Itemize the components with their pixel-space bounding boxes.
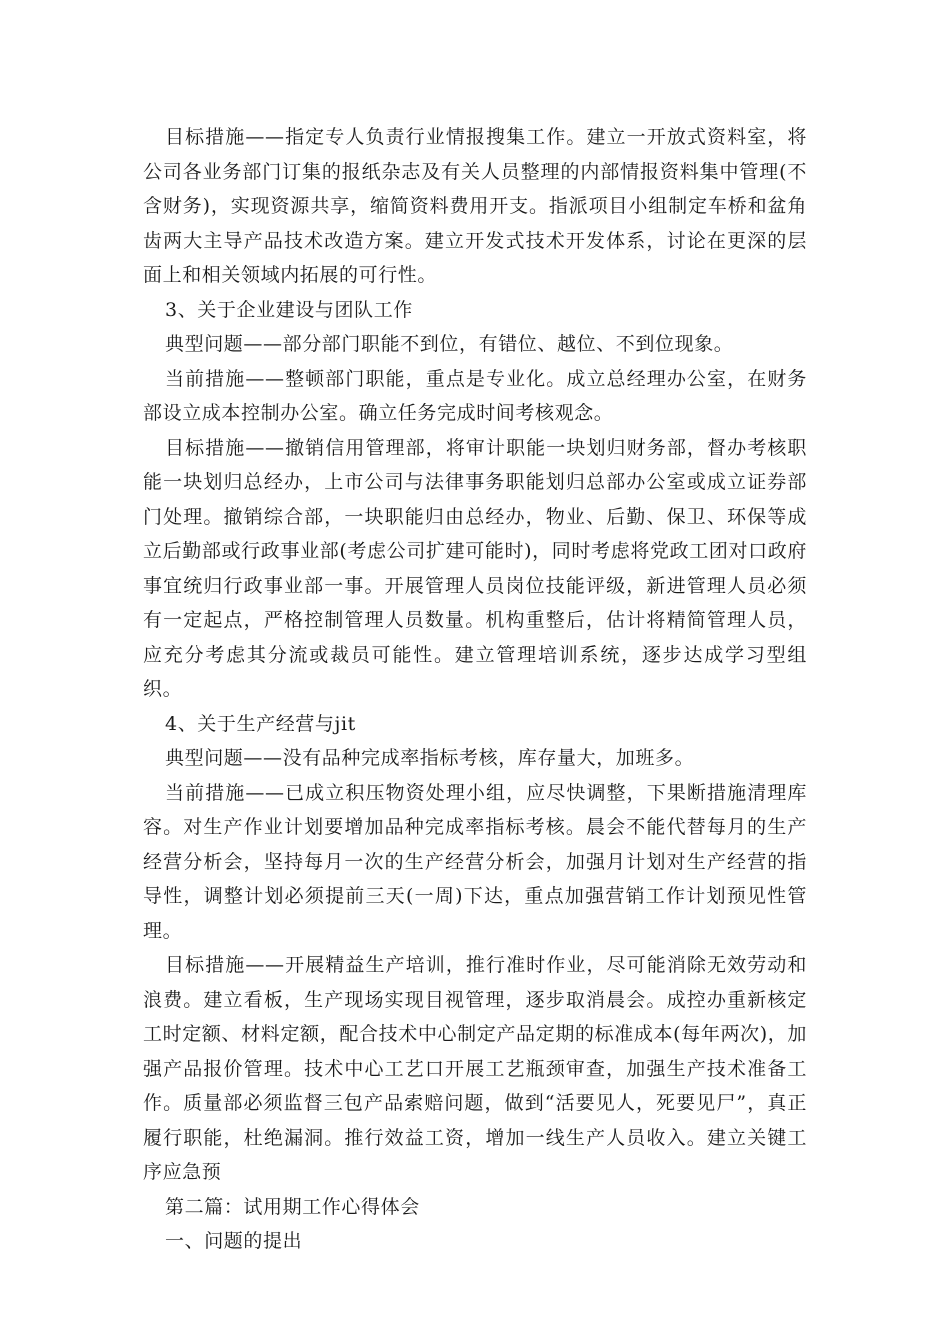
chapter-title-2: 第二篇：试用期工作心得体会: [165, 1195, 420, 1218]
section-heading-3: 3、关于企业建设与团队工作: [165, 298, 413, 321]
document-body: [143, 120, 807, 1259]
paragraph-typical-problem-3: 典型问题——部分部门职能不到位，有错位、越位、不到位现象。: [165, 333, 734, 355]
subsection-heading-1: 一、问题的提出: [165, 1230, 303, 1252]
section-heading-4: 4、关于生产经营与jit: [165, 712, 356, 735]
paragraph-current-measures-3: 当前措施——整顿部门职能，重点是专业化。成立总经理办公室，在财务部设立成本控制办公室。确立任务完成时间考核观念。: [143, 367, 807, 424]
paragraph-target-measures-4: 目标措施——开展精益生产培训，推行准时作业，尽可能消除无效劳动和浪费。建立看板，生产现场实现目视管理，逐步取消晨会。成控办重新核定工时定额、材料定额，配合技术中心制定产品定期的标准成本(每年两次)，加强产品报价管理。技术中心工艺口开展工艺瓶颈审查，加强生产技术准备工作。质量部必须监督三包产品索赔问题，做到“活要见人，死要见尸”，真正履行职能，杜绝漏洞。推行效益工资，增加一线生产人员收入。建立关键工序应急预: [143, 954, 807, 1183]
paragraph-target-measures-3: 目标措施——撤销信用管理部，将审计职能一块划归财务部，督办考核职能一块划归总经办，上市公司与法律事务职能划归总部办公室或成立证券部门处理。撤销综合部，一块职能归由总经办，物业、后勤、保卫、环保等成立后勤部或行政事业部(考虑公司扩建可能时)，同时考虑将党政工团对口政府事宜统归行政事业部一事。开展管理人员岗位技能评级，新进管理人员必须有一定起点，严格控制管理人员数量。机构重整后，估计将精简管理人员，应充分考虑其分流或裁员可能性。建立管理培训系统，逐步达成学习型组织。: [143, 436, 807, 700]
paragraph-typical-problem-4: 典型问题——没有品种完成率指标考核，库存量大，加班多。: [165, 747, 695, 769]
paragraph-target-measures-info: 目标措施——指定专人负责行业情报搜集工作。建立一开放式资料室，将公司各业务部门订集的报纸杂志及有关人员整理的内部情报资料集中管理(不含财务)，实现资源共享，缩简资料费用开支。指派项目小组制定车桥和盆角齿两大主导产品技术改造方案。建立开发式技术开发体系，讨论在更深的层面上和相关领域内拓展的可行性。: [143, 126, 807, 286]
paragraph-current-measures-4: 当前措施——已成立积压物资处理小组，应尽快调整，下果断措施清理库容。对生产作业计划要增加品种完成率指标考核。晨会不能代替每月的生产经营分析会，坚持每月一次的生产经营分析会，加强月计划对生产经营的指导性，调整计划必须提前三天(一周)下达，重点加强营销工作计划预见性管理。: [143, 781, 807, 942]
